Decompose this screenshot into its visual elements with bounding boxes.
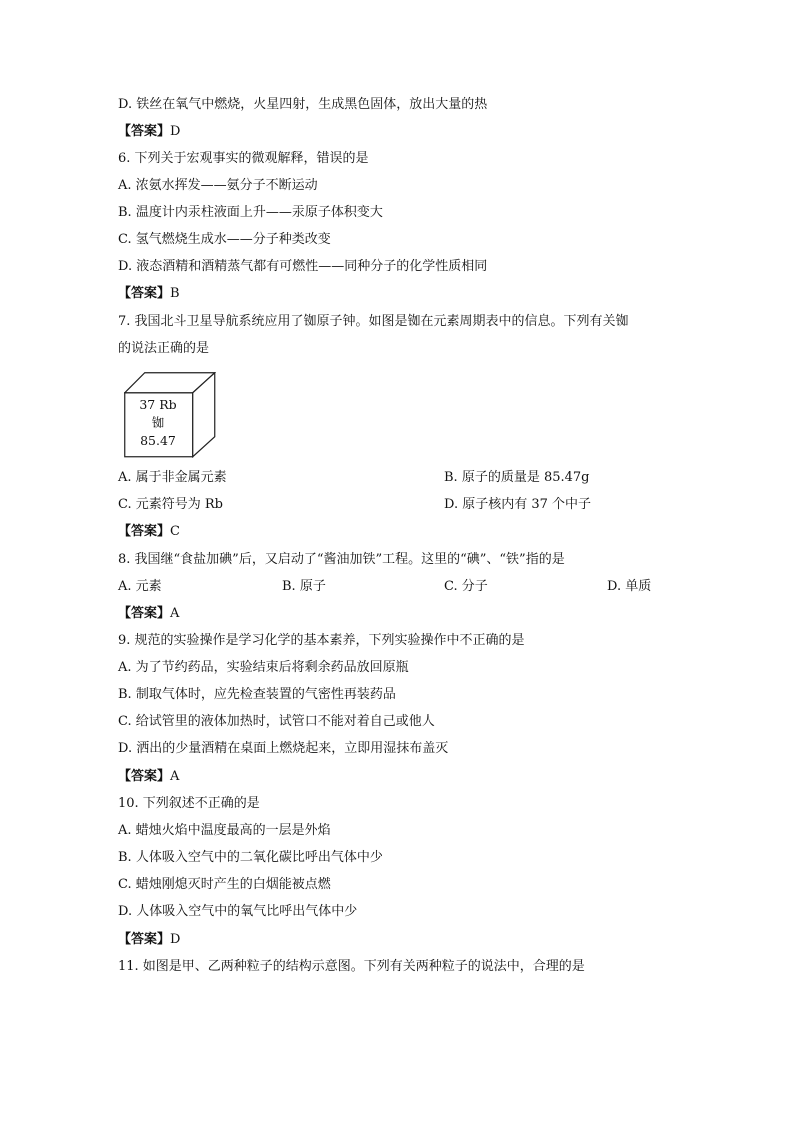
question-text: 8. 我国继“食盐加碘”后，又启动了“酱油加铁”工程。这里的“碘”、“铁”指的是 bbox=[118, 552, 565, 567]
option-text: B. 制取气体时，应先检查装置的气密性再装药品 bbox=[118, 687, 396, 702]
option-text: B. 人体吸入空气中的二氧化碳比呼出气体中少 bbox=[118, 850, 383, 865]
answer-label: 【答案】 bbox=[118, 606, 171, 621]
element-number-symbol: 37 Rb bbox=[139, 397, 177, 412]
question-text: 的说法正确的是 bbox=[118, 341, 210, 356]
answer-label: 【答案】 bbox=[118, 932, 171, 947]
question-text: 11. 如图是甲、乙两种粒子的结构示意图。下列有关两种粒子的说法中，合理的是 bbox=[118, 959, 585, 974]
option-text: D. 人体吸入空气中的氧气比呼出气体中少 bbox=[118, 904, 358, 919]
option-text: B. 原子 bbox=[282, 579, 326, 594]
option-text: C. 元素符号为 Rb bbox=[118, 497, 223, 512]
option-text: A. 元素 bbox=[118, 579, 162, 594]
answer-line bbox=[118, 523, 180, 541]
element-name: 铷 bbox=[151, 415, 165, 430]
option-text: D. 原子核内有 37 个中子 bbox=[444, 497, 592, 512]
option-text: A. 浓氨水挥发——氨分子不断运动 bbox=[118, 178, 318, 193]
answer-label: 【答案】 bbox=[118, 124, 171, 139]
option-text: B. 原子的质量是 85.47g bbox=[444, 470, 590, 485]
answer-label: 【答案】 bbox=[118, 286, 171, 301]
option-text: D. 洒出的少量酒精在桌面上燃烧起来，立即用湿抹布盖灭 bbox=[118, 741, 449, 756]
option-text: C. 给试管里的液体加热时，试管口不能对着自己或他人 bbox=[118, 714, 435, 729]
option-text: D. 液态酒精和酒精蒸气都有可燃性——同种分子的化学性质相同 bbox=[118, 259, 488, 274]
question-text: 7. 我国北斗卫星导航系统应用了铷原子钟。如图是铷在元素周期表中的信息。下列有关铷 bbox=[118, 314, 629, 329]
element-cell bbox=[124, 396, 192, 450]
question-text: 6. 下列关于宏观事实的微观解释，错误的是 bbox=[118, 151, 369, 166]
option-text: A. 为了节约药品，实验结束后将剩余药品放回原瓶 bbox=[118, 660, 409, 675]
answer-value: B bbox=[170, 286, 180, 301]
answer-value: A bbox=[170, 769, 180, 784]
answer-line bbox=[118, 605, 179, 623]
option-text: A. 属于非金属元素 bbox=[118, 470, 227, 485]
answer-label: 【答案】 bbox=[118, 524, 171, 539]
option-text: C. 分子 bbox=[444, 579, 488, 594]
answer-line bbox=[118, 768, 179, 786]
option-text: D. 单质 bbox=[607, 579, 652, 594]
option-text: A. 蜡烛火焰中温度最高的一层是外焰 bbox=[118, 823, 331, 838]
question-text: 9. 规范的实验操作是学习化学的基本素养，下列实验操作中不正确的是 bbox=[118, 633, 525, 648]
answer-line bbox=[118, 285, 180, 303]
option-text: B. 温度计内汞柱液面上升——汞原子体积变大 bbox=[118, 205, 383, 220]
answer-value: D bbox=[170, 932, 181, 947]
answer-value: C bbox=[170, 524, 180, 539]
answer-line bbox=[118, 123, 180, 141]
element-mass: 85.47 bbox=[140, 433, 176, 448]
answer-value: A bbox=[170, 606, 180, 621]
option-text: C. 蜡烛刚熄灭时产生的白烟能被点燃 bbox=[118, 877, 331, 892]
answer-label: 【答案】 bbox=[118, 769, 171, 784]
answer-line bbox=[118, 931, 180, 949]
option-text: D. 铁丝在氧气中燃烧，火星四射，生成黑色固体，放出大量的热 bbox=[118, 97, 488, 112]
answer-value: D bbox=[170, 124, 181, 139]
question-text: 10. 下列叙述不正确的是 bbox=[118, 796, 260, 811]
option-text: C. 氢气燃烧生成水——分子种类改变 bbox=[118, 232, 331, 247]
